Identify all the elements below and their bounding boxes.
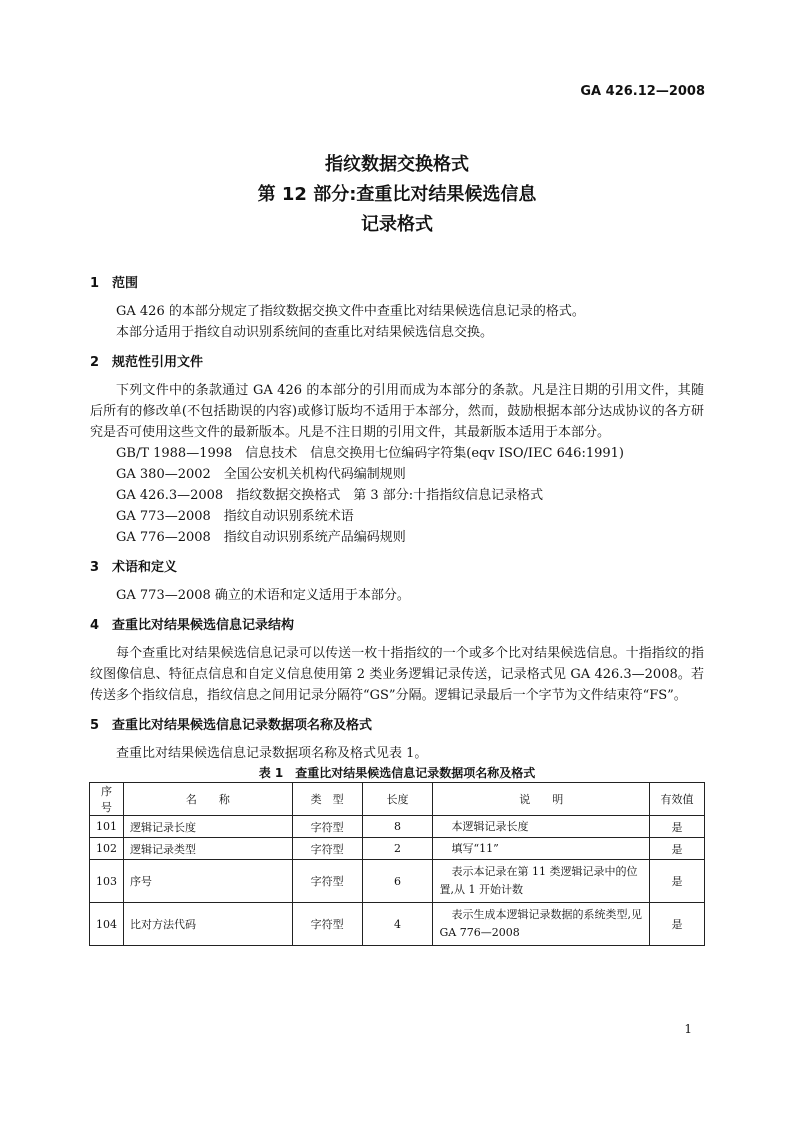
reference-item: GB/T 1988—1998 信息技术 信息交换用七位编码字符集(eqv ISO/IEC 646:1991) [116,446,624,461]
reference-item: GA 776—2008 指纹自动识别系统产品编码规则 [116,530,406,545]
section-title: 范围 [112,276,139,291]
table-caption: 表 1 查重比对结果候选信息记录数据项名称及格式 [258,766,536,780]
paragraph: GA 426 的本部分规定了指纹数据交换文件中查重比对结果候选信息记录的格式。 [116,304,585,319]
cell-seq: 104 [90,903,124,946]
data-items-table [89,782,705,946]
column-header: 序号 [90,783,124,816]
section-number: 2 [90,355,100,370]
section-title: 查重比对结果候选信息记录结构 [112,618,295,633]
normative-references-list [90,443,704,548]
section-number: 5 [90,718,100,733]
paragraph: 每个查重比对结果候选信息记录可以传送一枚十指指纹的一个或多个比对结果候选信息。十指指纹的指纹图像信息、特征点信息和自定义信息使用第 2 类业务逻辑记录传送，记录格式见 GA 426.3—2008。若传送多个指纹信息，指纹信息之间用记录分隔符“GS”分隔。逻辑记录最后一个字节为文件结束符“FS”。 [90,646,704,703]
section-number: 1 [90,276,100,291]
section-title: 术语和定义 [112,560,178,575]
cell-name: 逻辑记录类型 [124,838,293,860]
section-heading-2 [90,352,704,374]
paragraph: 查重比对结果候选信息记录数据项名称及格式见表 1。 [116,746,428,761]
column-header: 名 称 [124,783,293,816]
table-row [90,860,705,903]
reference-item: GA 380—2002 全国公安机关机构代码编制规则 [116,467,406,482]
title-line-3: 记录格式 [361,214,433,235]
section-heading-3 [90,557,704,579]
cell-length: 6 [362,860,433,903]
cell-description: 表示本记录在第 11 类逻辑记录中的位置,从 1 开始计数 [433,860,650,903]
cell-type: 字符型 [292,903,362,946]
table-header-row [90,783,705,816]
cell-name: 逻辑记录长度 [124,816,293,838]
cell-seq: 103 [90,860,124,903]
document-body [90,273,704,946]
reference-item: GA 426.3—2008 指纹数据交换格式 第 3 部分:十指指纹信息记录格式 [116,488,544,503]
section-heading-4 [90,615,704,637]
cell-length: 8 [362,816,433,838]
table-row [90,838,705,860]
cell-description: 本逻辑记录长度 [433,816,650,838]
column-header: 有效值 [650,783,705,816]
section-title: 查重比对结果候选信息记录数据项名称及格式 [112,718,373,733]
standard-code: GA 426.12—2008 [580,84,705,99]
cell-description: 表示生成本逻辑记录数据的系统类型,见 GA 776—2008 [433,903,650,946]
cell-type: 字符型 [292,816,362,838]
column-header: 类 型 [292,783,362,816]
column-header: 长度 [362,783,433,816]
table-row [90,903,705,946]
page-number: 1 [684,1022,692,1036]
section-number: 4 [90,618,100,633]
table-row [90,816,705,838]
section-heading-1 [90,273,704,295]
cell-seq: 102 [90,838,124,860]
cell-description: 填写“11” [433,838,650,860]
cell-length: 4 [362,903,433,946]
cell-seq: 101 [90,816,124,838]
cell-type: 字符型 [292,838,362,860]
reference-item: GA 773—2008 指纹自动识别系统术语 [116,509,354,524]
document-title [0,150,794,240]
section-heading-5 [90,715,704,737]
paragraph: GA 773—2008 确立的术语和定义适用于本部分。 [116,588,410,603]
cell-valid: 是 [650,816,705,838]
paragraph: 下列文件中的条款通过 GA 426 的本部分的引用而成为本部分的条款。凡是注日期的引用文件，其随后所有的修改单(不包括勘误的内容)或修订版均不适用于本部分，然而，鼓励根据本部分达成协议的各方研究是否可使用这些文件的最新版本。凡是不注日期的引用文件，其最新版本适用于本部分。 [90,383,704,440]
title-line-2: 第 12 部分:查重比对结果候选信息 [257,184,537,205]
cell-valid: 是 [650,903,705,946]
paragraph: 本部分适用于指纹自动识别系统间的查重比对结果候选信息交换。 [116,325,494,340]
section-title: 规范性引用文件 [112,355,204,370]
cell-valid: 是 [650,860,705,903]
title-line-1: 指纹数据交换格式 [325,154,469,175]
cell-type: 字符型 [292,860,362,903]
cell-valid: 是 [650,838,705,860]
cell-name: 比对方法代码 [124,903,293,946]
section-number: 3 [90,560,100,575]
cell-length: 2 [362,838,433,860]
cell-name: 序号 [124,860,293,903]
column-header: 说 明 [433,783,650,816]
